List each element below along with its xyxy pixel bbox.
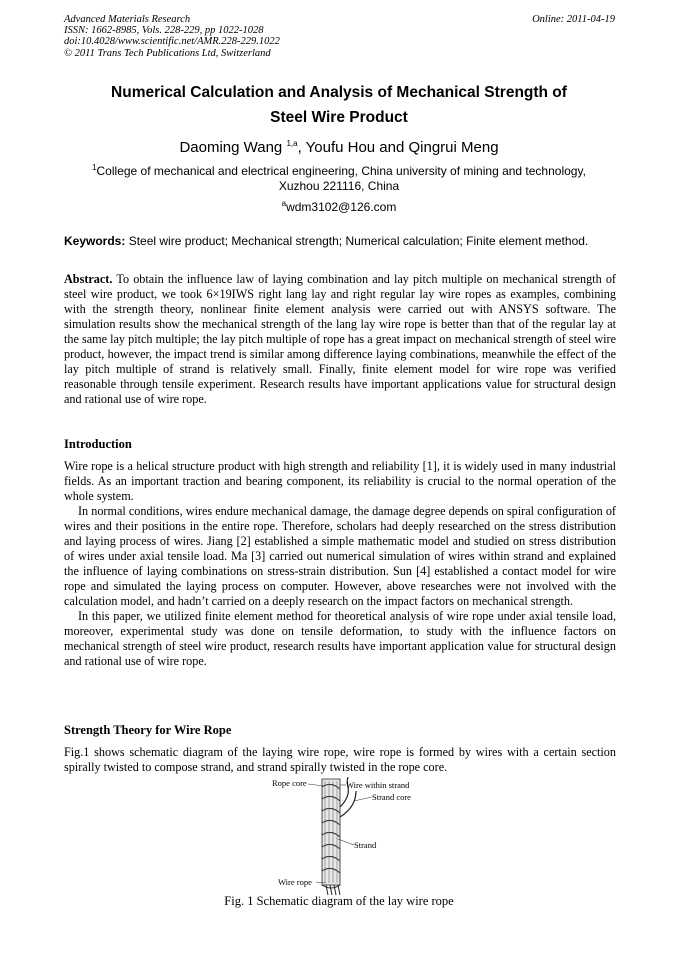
strength-theory-body: [64, 745, 616, 775]
issn-line: ISSN: 1662-8985, Vols. 228-229, pp 1022-1028: [64, 25, 264, 37]
journal-name: Advanced Materials Research: [64, 14, 191, 25]
intro-paragraph-2: In normal conditions, wires endure mechanical damage, the damage degree depends on spiral configuration of wires and their positions in the entire rope. Therefore, scholars had deeply researched on the stress distribution and laying process of wires. Jiang [2] established a simple mathematic model and studied on stress distribution of wires under axial tensile load. Ma [3] carried out numerical simulation of wires within strand and explained the influence of laying combinations on stress-strain distribution. Sun [4] established a contact model for wire rope and simulated the laying process on computer. However, above researches were not involved with the calculation model, and hadn’t carried on a deeply research on the impact factors on mechanical strength.: [64, 504, 616, 608]
journal-info: [64, 14, 280, 59]
other-authors: , Youfu Hou and Qingrui Meng: [297, 139, 499, 156]
author-1: Daoming Wang: [179, 139, 283, 156]
title-line-2: Steel Wire Product: [270, 109, 408, 126]
title-line-1: Numerical Calculation and Analysis of Mechanical Strength of: [111, 84, 567, 101]
keywords: [64, 234, 616, 248]
wire-rope-figure: [270, 777, 430, 897]
affiliation: [64, 164, 614, 194]
figure-caption: Fig. 1 Schematic diagram of the lay wire rope: [224, 894, 454, 908]
abstract: [64, 272, 616, 407]
label-rope-core: Rope core: [272, 778, 307, 788]
keywords-text: Steel wire product; Mechanical strength; Numerical calculation; Finite element method.: [125, 234, 589, 248]
label-strand-core: Strand core: [372, 792, 411, 802]
author-1-affil-mark: 1,a: [286, 139, 298, 148]
label-wire-within-strand: Wire within strand: [346, 780, 410, 790]
abstract-text: To obtain the influence law of laying combination and lay pitch multiple on mechanical strength of steel wire product, we took 6×19IWS right lang lay and right regular lay wire ropes as examples, combining with the strength theory, nonlinear finite element analysis were carried out with ANSYS software. The simulation results show the mechanical strength of the lang lay wire rope is better than that of the regular lay at the same lay pitch multiple; the lay pitch multiple of rope has a great impact on mechanical strength of steel wire product, however, the impact trend is similar among difference laying combinations, meanwhile the effect of the lay pitch multiple of strand is relatively small. Finally, finite element model for wire rope was verified reasonable through tensile experiment. Research results have important applications value for structural design and rational use of wire rope.: [64, 272, 616, 406]
strength-theory-heading: Strength Theory for Wire Rope: [64, 723, 232, 737]
intro-paragraph-1: Wire rope is a helical structure product with high strength and reliability [1], it is widely used in many industrial fields. As an important traction and bearing component, its reliability is crucial to the normal operation of the whole system.: [64, 459, 616, 503]
author-list: [64, 139, 614, 156]
doi-line: doi:10.4028/www.scientific.net/AMR.228-229.1022: [64, 36, 280, 48]
label-wire-rope: Wire rope: [278, 877, 312, 887]
paper-title: [64, 80, 614, 130]
label-strand: Strand: [354, 840, 377, 850]
abstract-label: Abstract.: [64, 272, 113, 286]
affiliation-line-2: Xuzhou 221116, China: [278, 179, 400, 193]
email-address: wdm3102@126.com: [286, 200, 397, 214]
intro-paragraph-3: In this paper, we utilized finite element method for theoretical analysis of wire rope under axial tensile load, moreover, experimental study was done on tensile deformation, to study with the influence factors on mechanical strength of steel wire product, research results have important application value for structural design and rational use of wire rope.: [64, 609, 616, 668]
rope-drawing: [322, 777, 356, 895]
introduction-heading: Introduction: [64, 437, 132, 451]
online-date: Online: 2011-04-19: [532, 14, 615, 25]
keywords-label: Keywords:: [64, 234, 126, 248]
copyright-line: © 2011 Trans Tech Publications Ltd, Switzerland: [64, 47, 271, 59]
theory-paragraph-1: Fig.1 shows schematic diagram of the laying wire rope, wire rope is formed by wires with a certain section spirally twisted to compose strand, and strand spirally twisted in the rope core.: [64, 745, 616, 774]
author-email: [64, 200, 614, 214]
affiliation-line-1: College of mechanical and electrical engineering, China university of mining and technology,: [96, 164, 586, 178]
affiliation-mark: 1: [92, 163, 97, 172]
introduction-body: [64, 459, 616, 669]
email-mark: a: [281, 199, 287, 208]
